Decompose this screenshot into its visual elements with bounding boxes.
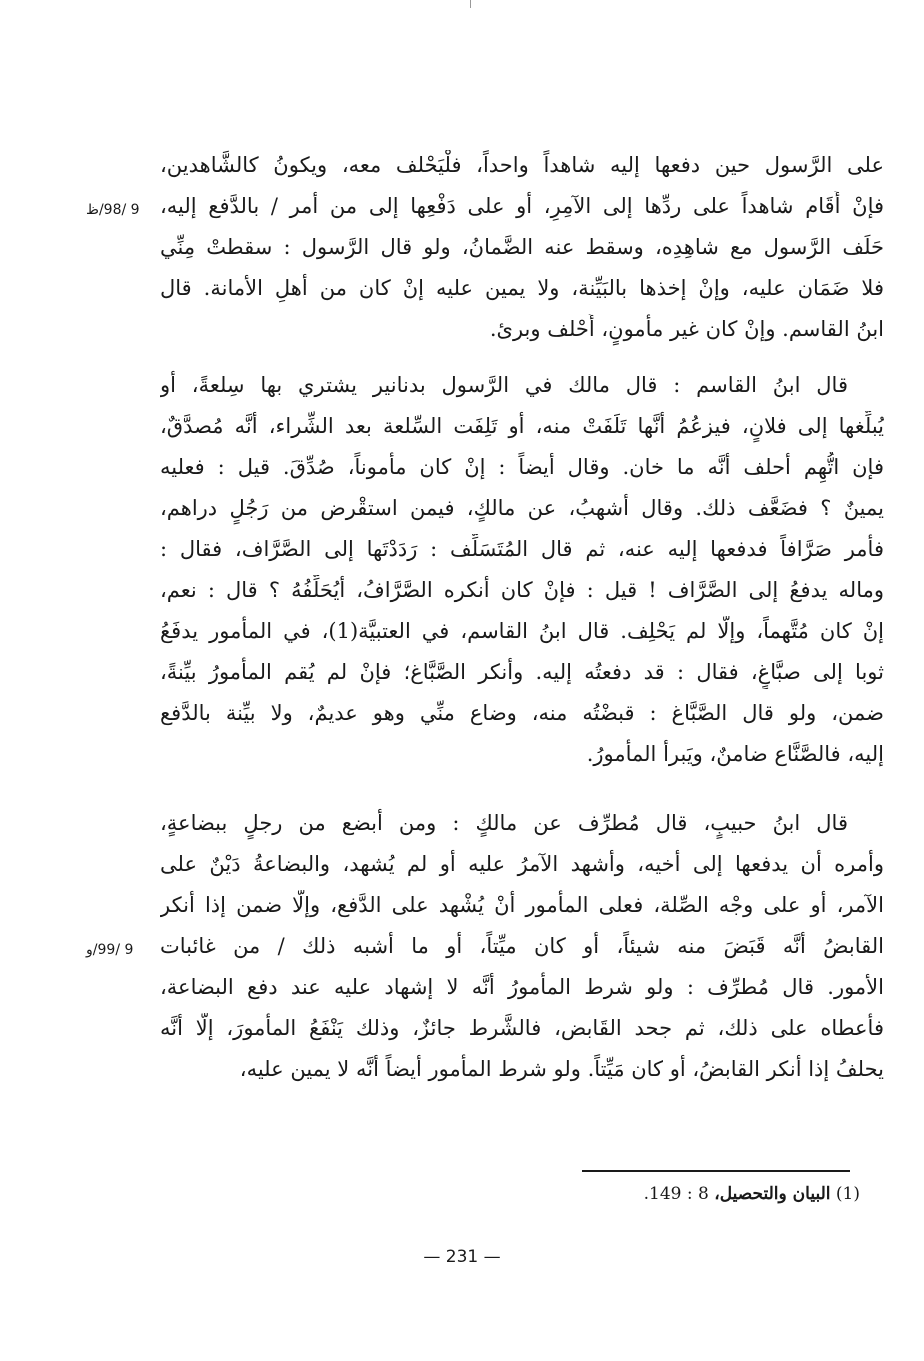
- text-line: قال ابنُ القاسم : قال مالك في الرَّسول بدنانير يشتري بها سِلعةً، أو: [160, 373, 848, 397]
- text-line: ثوبا إلى صبَّاغٍ، فقال : قد دفعتُه إليه. وأنكر الصَّبَّاغ؛ فإنْ لم يُقم المأمورُ بيِّنةً،: [160, 660, 884, 684]
- text-line: ابنُ القاسم. وإنْ كان غير مأمونٍ، أُحْلف وبرئ.: [489, 317, 884, 341]
- footnote-reference: 8 : 149.: [643, 1184, 709, 1204]
- text-line: وأمره أن يدفعها إلى أخيه، وأشهد الآمرُ عليه أو لم يُشهد، والبضاعةُ دَيْنٌ على: [160, 852, 884, 876]
- text-line: على الرَّسول حين دفعها إليه شاهداً واحداً، فلْيَحْلف معه، ويكونُ كالشَّاهدين،: [160, 153, 884, 177]
- margin-note-folio: 9 /98/ظ: [86, 202, 140, 218]
- footnote-number: (1): [835, 1184, 860, 1204]
- text-line: ضمن، ولو قال الصَّبَّاغ : قبضْتُه منه، وضاع منِّي وهو عديمٌ، ولا بيِّنة بالدَّفع: [160, 701, 884, 725]
- text-line: القابضُ أنَّه قَبَضَ منه شيئاً، أو كان ميِّتاً، أو ما أشبه ذلك / من غائبات: [160, 934, 884, 958]
- text-line: فأمر صَرَّافاً فدفعها إليه عنه، ثم قال المُتَسَلِّف : رَدَدْتَها إلى الصَّرَّاف، فقال :: [160, 537, 884, 561]
- text-line: قال ابنُ حبيبٍ، قال مُطرِّف عن مالكٍ : ومن أبضع من رجلٍ ببضاعةٍ،: [160, 811, 848, 835]
- footnote-rule: [582, 1170, 850, 1172]
- text-line: يمينٌ ؟ فضَعَّف ذلك. وقال أشهبُ، عن مالكٍ، فيمن استقْرض من رَجُلٍ دراهم،: [160, 496, 884, 520]
- text-line: فإن اتُّهِم أحلف أنَّه ما خان. وقال أيضاً : إنْ كان مأموناً، صُدِّقَ. قيل : فعليه: [160, 455, 884, 479]
- text-line: الآمر، أو على وجْه الصِّلة، فعلى المأمور أنْ يُشْهد على الدَّفع، وإلَّا ضمن إذا أنكر: [160, 893, 884, 917]
- text-line: فأعطاه على ذلك، ثم جحد القَابض، فالشَّرط جائزٌ، وذلك يَنْفَعُ المأمورَ، إلَّا أنَّه: [160, 1016, 884, 1040]
- text-line: إليه، فالصَّنَّاع ضامنٌ، ويَبرأ المأمورُ.: [586, 742, 884, 766]
- text-line: يحلفُ إذا أنكر القابضُ، أو كان مَيِّتاً. ولو شرط المأمور أيضاً أنَّه لا يمين عليه،: [239, 1057, 884, 1081]
- text-line: يُبلِّغها إلى فلانٍ، فيزعُمُ أنَّها تَلَفَتْ منه، أو تَلِفَت السِّلعة بعد الشِّراء، أنَّه مُصدَّقٌ،: [160, 414, 884, 438]
- margin-note-folio: 9 /99/و: [86, 942, 134, 958]
- page-number: — 231 —: [423, 1247, 501, 1267]
- text-line: فلا ضَمَان عليه، وإنْ إخذها بالبَيِّنة، ولا يمين عليه إنْ كان من أهلِ الأمانة. قال: [160, 276, 884, 300]
- top-crop-mark: [470, 0, 471, 8]
- text-line: إنْ كان مُتَّهماً، وإلَّا لم يَحْلِف. قال ابنُ القاسم، في العتبيَّة(1)، في المأمور يدفَعُ: [160, 619, 884, 643]
- text-line: فإنْ أَقَام شاهداً على ردِّها إلى الآمِرِ، أو على دَفْعِها إلى من أمر / بالدَّفع إليه،: [160, 194, 884, 218]
- footnote: [560, 1182, 860, 1206]
- footnote-title: البيان والتحصيل،: [714, 1184, 831, 1204]
- text-line: الأمور. قال مُطرِّف : ولو شرط المأمورُ أنَّه لا إشهاد عليه عند دفع البضاعة،: [160, 975, 884, 999]
- text-line: وماله يدفعُ إلى الصَّرَّاف ! قيل : فإنْ كان أنكره الصَّرَّافُ، أيُحَلِّفُهُ ؟ قال : نعم،: [160, 578, 884, 602]
- text-line: حَلَف الرَّسول مع شاهِدِه، وسقط عنه الضَّمانُ، ولو قال الرَّسول : سقطتْ مِنِّي: [160, 235, 884, 259]
